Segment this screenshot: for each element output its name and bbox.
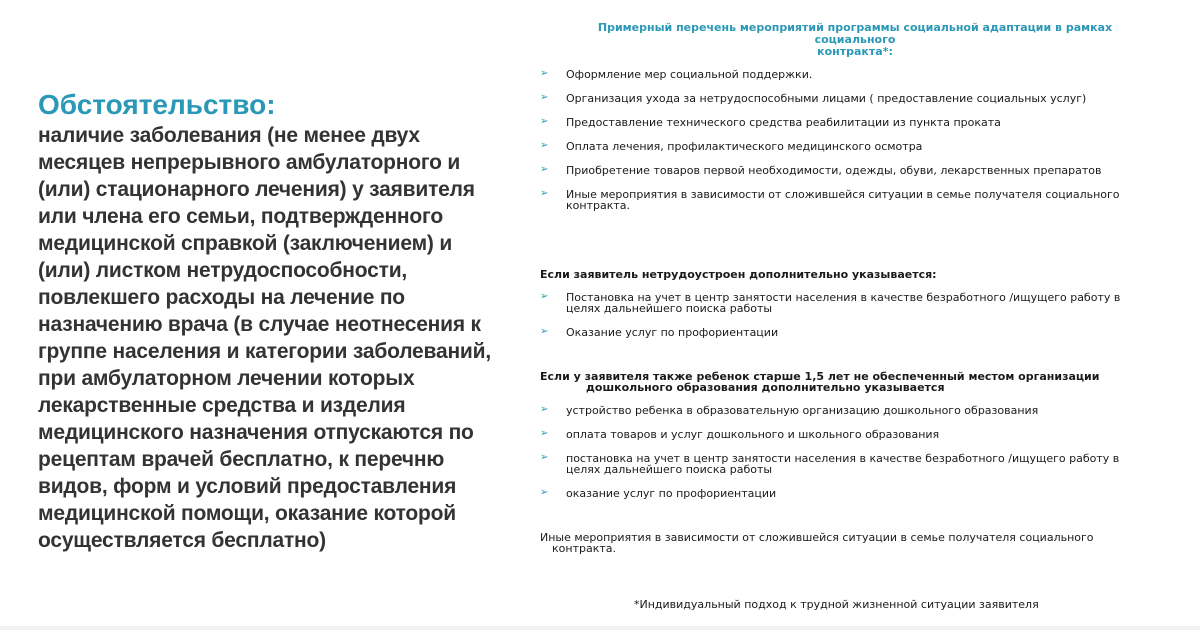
list-item xyxy=(540,292,1150,314)
description-line: медицинской справкой (заключением) и xyxy=(38,232,453,255)
list-item-text: Оформление мер социальной поддержки. xyxy=(566,68,813,81)
arrow-bullet-icon: ➢ xyxy=(540,326,549,337)
unemployed-measures-list xyxy=(540,292,1150,338)
description-line: рецептам врачей бесплатно, к перечню xyxy=(38,448,445,471)
list-item xyxy=(540,405,1150,416)
list-item-text: Иные мероприятия в зависимости от сложившейся ситуации в семье получателя социального контракта. xyxy=(566,188,1120,212)
list-item-text: Предоставление технического средства реабилитации из пункта проката xyxy=(566,116,1001,129)
child-measures-list xyxy=(540,405,1150,499)
measures-list xyxy=(540,69,1150,211)
list-item xyxy=(540,488,1150,499)
list-item xyxy=(540,189,1150,211)
description-line: медицинской помощи, оказание которой xyxy=(38,502,457,525)
list-item xyxy=(540,429,1150,440)
other-measures-note xyxy=(540,532,1150,554)
description-line: осуществляется бесплатно) xyxy=(38,529,326,552)
note-line: контракта. xyxy=(552,542,616,555)
footnote: *Индивидуальный подход к трудной жизненной ситуации заявителя xyxy=(634,598,1039,611)
arrow-bullet-icon: ➢ xyxy=(540,92,549,103)
description-line: лекарственные средства и изделия xyxy=(38,394,406,417)
list-item xyxy=(540,141,1150,152)
unemployed-section-heading: Если заявитель нетрудоустроен дополнительно указывается: xyxy=(540,268,937,281)
arrow-bullet-icon: ➢ xyxy=(540,487,549,498)
circumstance-heading: Обстоятельство: xyxy=(38,89,276,120)
list-item-text: Оплата лечения, профилактического медицинского осмотра xyxy=(566,140,923,153)
description-line: группе населения и категории заболеваний, xyxy=(38,340,491,363)
list-item xyxy=(540,117,1150,128)
description-line: видов, форм и условий предоставления xyxy=(38,475,457,498)
list-item xyxy=(540,327,1150,338)
list-item xyxy=(540,69,1150,80)
arrow-bullet-icon: ➢ xyxy=(540,452,549,463)
list-item-text: Оказание услуг по профориентации xyxy=(566,326,779,339)
description-line: повлекшего расходы на лечение по xyxy=(38,286,405,309)
list-item xyxy=(540,93,1150,104)
list-item xyxy=(540,165,1150,176)
arrow-bullet-icon: ➢ xyxy=(540,116,549,127)
arrow-bullet-icon: ➢ xyxy=(540,404,549,415)
list-item-text: оказание услуг по профориентации xyxy=(566,487,777,500)
list-item-text: Организация ухода за нетрудоспособными лицами ( предоставление социальных услуг) xyxy=(566,92,1087,105)
child-section-heading xyxy=(540,371,1150,393)
list-item-text: устройство ребенка в образовательную организацию дошкольного образования xyxy=(566,404,1039,417)
measures-list-title xyxy=(540,22,1150,58)
title-line: Примерный перечень мероприятий программы социальной адаптации в рамках социального xyxy=(597,21,1113,46)
description-line: наличие заболевания (не менее двух xyxy=(38,124,420,147)
description-line: месяцев непрерывного амбулаторного и xyxy=(38,151,461,174)
arrow-bullet-icon: ➢ xyxy=(540,164,549,175)
title-line: контракта*: xyxy=(817,45,893,58)
list-item-text: постановка на учет в центр занятости населения в качестве безработного /ищущего работу в целях дальнейшего поиска работы xyxy=(566,452,1120,476)
arrow-bullet-icon: ➢ xyxy=(540,291,549,302)
list-item xyxy=(540,453,1150,475)
circumstance-description xyxy=(38,122,516,554)
arrow-bullet-icon: ➢ xyxy=(540,188,549,199)
arrow-bullet-icon: ➢ xyxy=(540,140,549,151)
right-panel xyxy=(540,22,1150,554)
list-item-text: Приобретение товаров первой необходимости, одежды, обуви, лекарственных препаратов xyxy=(566,164,1102,177)
description-line: (или) листком нетрудоспособности, xyxy=(38,259,408,282)
bottom-divider xyxy=(0,626,1200,630)
description-line: медицинского назначения отпускаются по xyxy=(38,421,474,444)
note-line: Иные мероприятия в зависимости от сложившейся ситуации в семье получателя социального xyxy=(540,531,1094,544)
section-heading-line: дошкольного образования дополнительно указывается xyxy=(586,381,945,394)
section-heading-line: Если у заявителя также ребенок старше 1,5 лет не обеспеченный местом организации xyxy=(540,370,1100,383)
list-item-text: оплата товаров и услуг дошкольного и школьного образования xyxy=(566,428,940,441)
description-line: назначению врача (в случае неотнесения к xyxy=(38,313,481,336)
description-line: при амбулаторном лечении которых xyxy=(38,367,415,390)
description-line: или члена его семьи, подтвержденного xyxy=(38,205,443,228)
description-line: (или) стационарного лечения) у заявителя xyxy=(38,178,475,201)
arrow-bullet-icon: ➢ xyxy=(540,428,549,439)
arrow-bullet-icon: ➢ xyxy=(540,68,549,79)
list-item-text: Постановка на учет в центр занятости населения в качестве безработного /ищущего работу в целях дальнейшего поиска работы xyxy=(566,291,1121,315)
left-panel xyxy=(38,88,516,554)
